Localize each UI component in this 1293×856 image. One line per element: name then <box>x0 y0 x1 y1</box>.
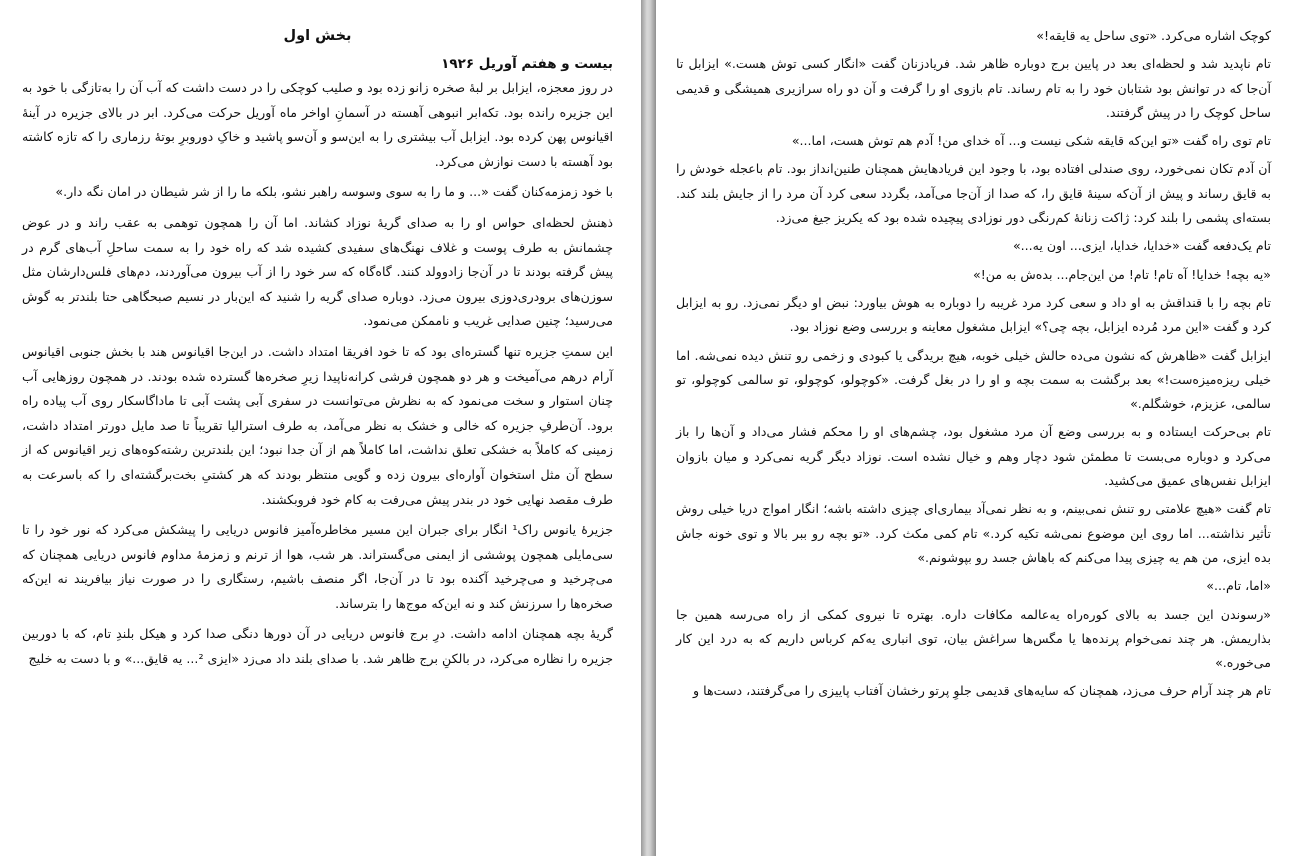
paragraph: تام توی راه گفت «تو این‌که قایقه شکی نیست و... آه خدای من! آدم هم توش هست، اما...» <box>791 133 1271 149</box>
paragraph: تام هر چند آرام حرف می‌زد، همچنان که سایه‌های قدیمی جلوِ پرتو رخشان آفتاب پاییزی را می‌گرفتند، دست‌ها و <box>693 683 1271 699</box>
paragraph: تام یک‌دفعه گفت «خدایا، خدایا، ایزی... اون یه...» <box>1012 238 1271 254</box>
paragraph: آن آدم تکان نمی‌خورد، روی صندلی افتاده بود، با وجود این فریادهایش همچنان طنین‌انداز بود. تام باعجله خودش را به قایق رساند و پیش از آن‌که سینهٔ قایق را، که صدا از آن‌جا می‌آمد، بگردد سعی کرد آن مرد را از جایش بلند کند. بسته‌ای پشمی را بلند کرد: ژاکت زنانهٔ کم‌رنگی دور نوزادی پیچیده شده بود که یکریز جیغ می‌زد. <box>676 161 1271 226</box>
paragraph: «رسوندن این جسد به بالای کوره‌راه یه‌عالمه مکافات داره. بهتره تا نیروی کمکی از راه می‌رسه همین جا بذاریمش. هر چند نمی‌خوام پرنده‌ها یا مگس‌ها سراغش بیان، توی انباری یه‌کم کرباس داریم که به درد این کار می‌خوره.» <box>676 606 1271 671</box>
date-heading: بیست و هفتم آوریل ۱۹۲۶ <box>441 56 613 72</box>
paragraph: گریهٔ بچه همچنان ادامه داشت. درِ برج فانوس دریایی در آن دورها دنگی صدا کرد و هیکل بلندِ تام، که با دوربین جزیره را نظاره می‌کرد، در بالکنِ برج ظاهر شد. با صدای بلند داد می‌زد «ایزی ²... یه قایق...» و با دست به خلیج <box>22 626 613 667</box>
paragraph: «اما، تام...» <box>1206 578 1271 594</box>
paragraph: «یه بچه! خدایا! آه تام! تام! من این‌جام... بده‌ش به من!» <box>973 266 1271 282</box>
paragraph: با خود زمزمه‌کنان گفت «... و ما را به سوی وسوسه راهبر نشو، بلکه ما را از شر شیطان در امان نگه دار.» <box>55 184 613 200</box>
right-page <box>656 0 1293 856</box>
paragraph: تام ناپدید شد و لحظه‌ای بعد در پایین برج دوباره ظاهر شد. فریادزنان گفت «انگار کسی توش هست.» ایزابل تا آن‌جا که در توانش بود شتابان خود را به تام رساند. تام بازوی او را گرفت و آن دو راه سرازیری همیشگی و قدیمی ساحل کوچک را در پیش گرفتند. <box>676 56 1271 120</box>
paragraph: تام بی‌حرکت ایستاده و به بررسی وضع آن مرد مشغول بود، چشم‌های او را محکم فشار می‌داد و آن‌ها را باز می‌کرد و دوباره می‌بست تا مطمئن شود دچار وهم و خیال نشده است. نوزاد دیگر گریه نمی‌کرد و میان بازوان ایزابل نفس‌های عمیق می‌کشید. <box>676 424 1271 489</box>
paragraph: کوچک اشاره می‌کرد. «توی ساحل یه قایقه!» <box>1036 28 1271 43</box>
page-gutter <box>641 0 656 856</box>
paragraph: ایزابل گفت «ظاهرش که نشون می‌ده حالش خیلی خوبه، هیچ بریدگی یا کبودی و زخمی رو تنش دیده نمی‌شه. اما خیلی ریزه‌میزه‌ست!» بعد برگشت به سمت بچه و او را در بغل گرفت. «کوچولو، کوچولو، تو سالمی کوچولو، تو سالمی، عزیزم، خوشگلم.» <box>676 347 1271 412</box>
paragraph: تام گفت «هیچ علامتی رو تنش نمی‌بینم، و به نظر نمی‌آد بیماری‌ای چیزی داشته باشه؛ انگار امواج دریا خیلی روش تأثیر نذاشته... اما روی این موضوع نمی‌شه تکیه کرد.» تام کمی مکث کرد. «تو بچه رو ببر بالا و توی خونه جاش بده ایزی، من هم یه چیزی پیدا می‌کنم که باهاش جسد رو بپوشونم.» <box>676 501 1271 565</box>
chapter-title: بخش اول <box>283 28 352 44</box>
paragraph: جزیرهٔ یانوس راک¹ انگار برای جبران این مسیر مخاطره‌آمیز فانوس دریایی را پیشکش می‌کرد که نور خود را تا سی‌مایلی همچون پوششی از ایمنی می‌گستراند. هر شب، هوا از ترنم و زمزمهٔ مداوم فانوس دریایی همچنان که می‌چرخید و می‌چرخید آکنده بود تا در آن‌جا، اگر منصف باشیم، رستگاری را در صورت نیاز بیافریند نه این‌که صخره‌ها را سرزنش کند و نه این‌که موج‌ها را بترساند. <box>22 522 613 611</box>
paragraph: این سمتِ جزیره تنها گستره‌ای بود که تا خود افریقا امتداد داشت. در این‌جا اقیانوس هند با بخش جنوبی اقیانوس آرام درهم می‌آمیخت و هر دو همچون فرشی کرانه‌ناپیدا زیرِ صخره‌ها گسترده شده بودند. در همچون روزهایی آب چنان استوار و سخت می‌نمود که به نظرش می‌توانست در سفری آبی پشت آبی تا ماداگاسکار روی آب پیاده راه برود. آن‌طرفِ جزیره که خالی و خشک به نظر می‌آمد، به طرف استرالیا تقریباً تا صد مایل دورتر امتداد داشت، زمینی که کاملاً به خشکی تعلق نداشت، اما کاملاً هم از آن جدا نبود؛ این بلندترین رشته‌کوه‌های زیر اقیانوس که از سطح آن مثل استخوان آواره‌ای بیرون زده و گویی منتظر بودند که هر کشتیِ بخت‌برگشته‌ای را که باسرعت به طرف مقصد نهایی خود در بندر پیش می‌رفت به کام خود فروبکشند. <box>22 343 613 507</box>
paragraph: در روز معجزه، ایزابل بر لبهٔ صخره زانو زده بود و صلیب کوچکی را در دست داشت که آب آن را به‌تازگی با خود به این جزیره رانده بود. تکه‌ابر انبوهی آهسته در آسمانِ اواخر ماه آوریل حرکت می‌کرد. ابر در بالای جزیره در آینهٔ اقیانوس پهن کرده بود. ایزابل آب بیشتری را به این‌سو و آن‌سو پاشید و خاکِ دوروبرِ بوتهٔ رزماری را که تازه کاشته بود آهسته با دست نوازش می‌کرد. <box>22 80 613 169</box>
paragraph: ذهنش لحظه‌ای حواس او را به صدای گریهٔ نوزاد کشاند. اما آن را همچون توهمی به عقب راند و در عوض چشمانش به طرف پوست و غلاف نهنگ‌های سفیدی کشیده شد که راه خود را به سمت ساحلِ آب‌های گرم در پیش گرفته بودند تا در آن‌جا زادوولد کنند. گاه‌گاه که سر خود را از آب بیرون می‌آوردند، دم‌های فلس‌دارشان مثل سوزن‌های برودری‌دوزی بیرون می‌زد. دوباره صدای گریه را شنید که این‌بار در نسیم صبحگاهی حتا بلندتر به گوش می‌رسید؛ چنین صدایی غریب و ناممکن می‌نمود. <box>22 214 613 329</box>
left-page <box>0 0 641 856</box>
paragraph: تام بچه را با قنداقش به او داد و سعی کرد مرد غریبه را دوباره به هوش بیاورد: نبض او دیگر نمی‌زد. رو به ایزابل کرد و گفت «این مرد مُرده ایزابل، بچه چی؟» ایزابل مشغول معاینه و بررسی وضع نوزاد بود. <box>676 294 1271 335</box>
